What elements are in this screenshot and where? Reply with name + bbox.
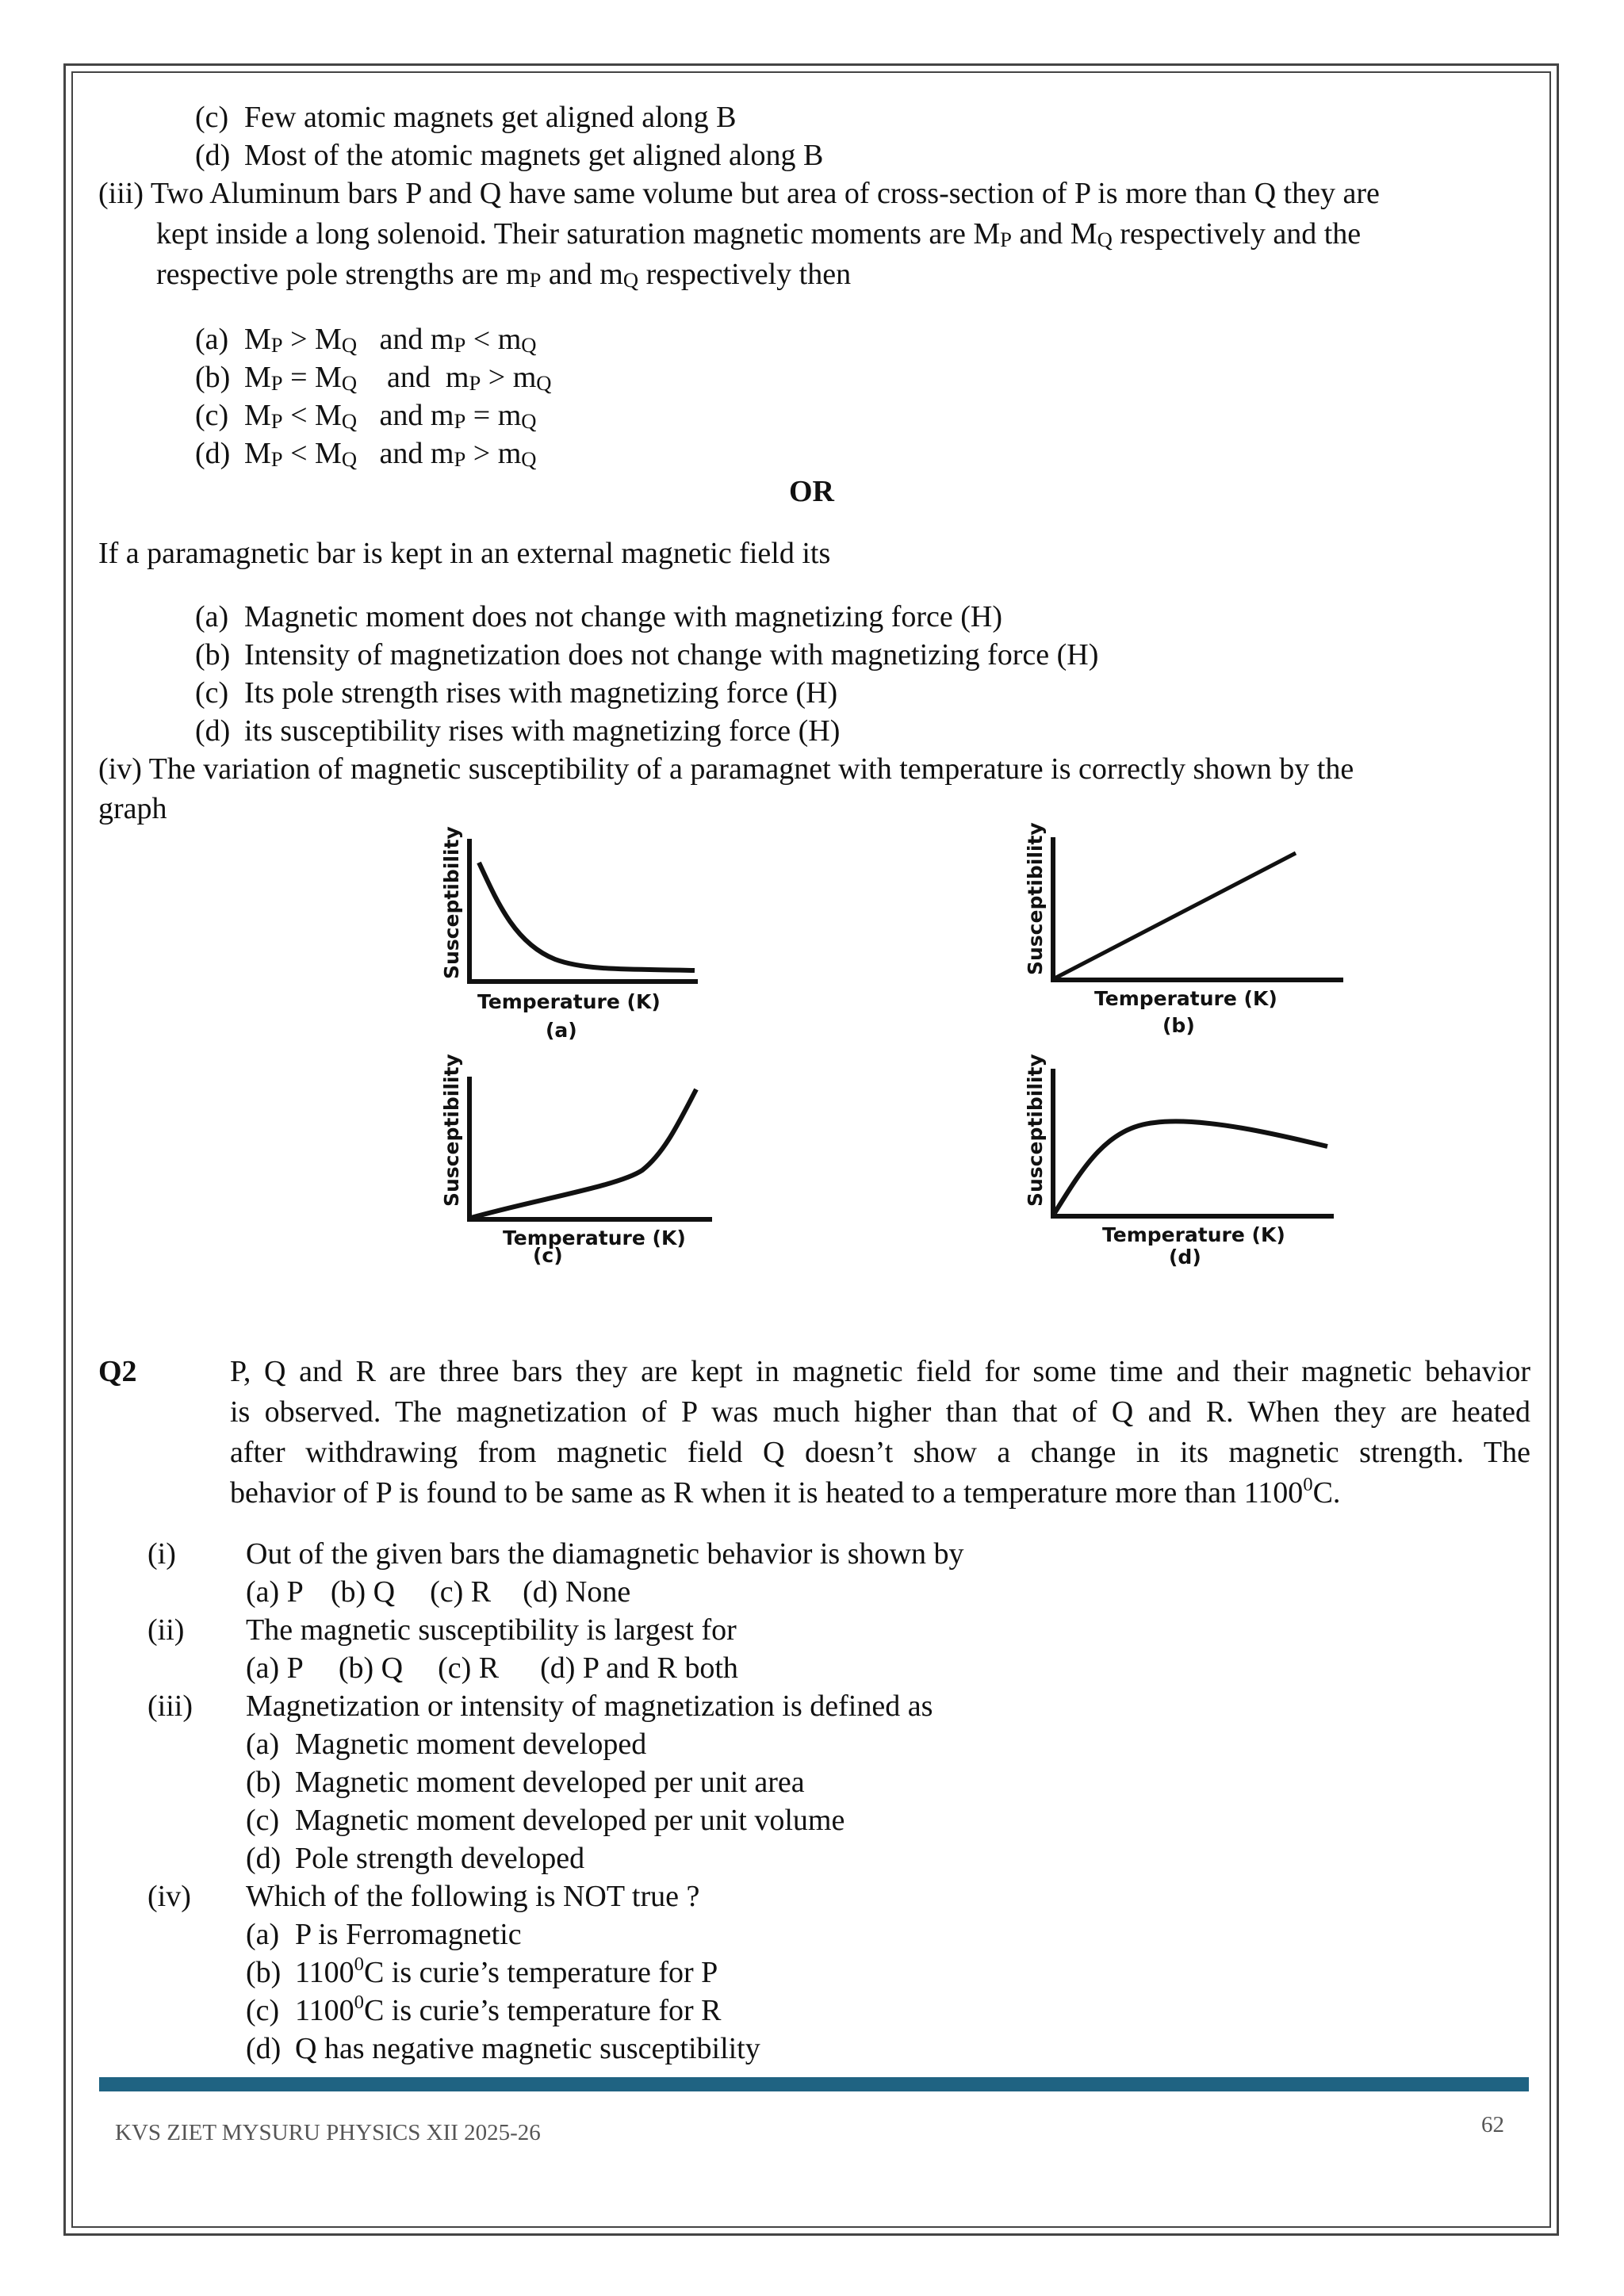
q1-iii-line1: (iii) Two Aluminum bars P and Q have same volume but area of cross-section of P is more than Q they are — [98, 177, 1380, 210]
q2-iv-number: (iv) — [147, 1880, 191, 1913]
q2-ii-opt-d: (d) P and R both — [540, 1651, 738, 1685]
graph-c-curve — [471, 1089, 696, 1218]
q2-iii-option-a: (a) Magnetic moment developed — [246, 1728, 647, 1761]
q2-iv-option-d: (d) Q has negative magnetic susceptibility — [246, 2032, 760, 2065]
q2-line2: is observed. The magnetization of P was much higher than that of Q and R. When they are heated — [230, 1395, 1530, 1429]
graph-d-axes — [1053, 1069, 1334, 1216]
graph-b-xlabel: Temperature (K) — [1094, 987, 1277, 1010]
q2-ii-opt-b: (b) Q — [338, 1651, 404, 1685]
q1-iii-option-d: (d) $M_P < M_Q$ and $m_P > m_Q$ — [195, 437, 537, 471]
or-question-text: If a paramagnetic bar is kept in an external magnetic field its — [98, 537, 831, 570]
q1-iii-option-b: (b) $M_P = M_Q$ and $m_P > m_Q$ — [195, 361, 552, 395]
graph-b — [996, 822, 1440, 1062]
q2-ii-opt-c: (c) R — [438, 1651, 500, 1685]
graph-d-ylabel: Susceptibility — [1024, 1054, 1047, 1207]
graph-c — [412, 1054, 856, 1297]
q2-ii-number: (ii) — [147, 1613, 185, 1647]
q2-iii-option-d: (d) Pole strength developed — [246, 1842, 585, 1875]
q2-iv-option-b: (b) 1100$^0$C is curie’s temperature for P — [246, 1954, 718, 1989]
or-option-b: (b) Intensity of magnetization does not change with magnetizing force (H) — [195, 638, 1099, 672]
graph-b-ylabel: Susceptibility — [1024, 822, 1047, 975]
q2-line3: after withdrawing from magnetic field Q doesn’t show a change in its magnetic strength. The — [230, 1436, 1530, 1469]
q2-iii-option-c: (c) Magnetic moment developed per unit volume — [246, 1804, 845, 1837]
q1-option-d: (d) Most of the atomic magnets get aligned along B — [195, 139, 824, 172]
q2-iv-question: Which of the following is NOT true ? — [246, 1880, 700, 1913]
q1-iii-option-a: (a) $M_P > M_Q$ and $m_P < m_Q$ — [195, 323, 537, 357]
q2-i-opt-a: (a) P — [246, 1575, 304, 1609]
graph-b-line — [1055, 853, 1296, 978]
q1-iv-line2: graph — [98, 792, 167, 825]
graph-c-xlabel: Temperature (K) — [503, 1226, 686, 1249]
q2-iii-question: Magnetization or intensity of magnetization is defined as — [246, 1689, 933, 1723]
q2-i-options — [246, 1573, 630, 1611]
footer-accent-bar — [99, 2077, 1529, 2091]
q2-ii-question: The magnetic susceptibility is largest for — [246, 1613, 737, 1647]
graph-b-caption: (b) — [1162, 1014, 1195, 1037]
q2-i-opt-c: (c) R — [430, 1575, 492, 1609]
q1-iii-option-c: (c) $M_P < M_Q$ and $m_P = m_Q$ — [195, 399, 537, 433]
graph-c-caption: (c) — [533, 1244, 563, 1267]
q2-ii-options — [246, 1649, 738, 1687]
or-option-c: (c) Its pole strength rises with magnetizing force (H) — [195, 676, 838, 710]
q1-option-c: (c) Few atomic magnets get aligned along B — [195, 101, 737, 134]
q2-i-number: (i) — [147, 1537, 176, 1571]
q2-iii-number: (iii) — [147, 1689, 193, 1723]
or-option-d: (d) its susceptibility rises with magnetizing force (H) — [195, 714, 841, 748]
q1-iv-line1: (iv) The variation of magnetic susceptibility of a paramagnet with temperature is correctly shown by the — [98, 752, 1354, 786]
q2-iv-option-c: (c) 1100$^0$C is curie’s temperature for R — [246, 1992, 722, 2027]
graph-d-caption: (d) — [1169, 1246, 1201, 1269]
graph-a-curve — [479, 863, 695, 970]
q2-i-opt-b: (b) Q — [330, 1575, 396, 1609]
footer-text: KVS ZIET MYSURU PHYSICS XII 2025-26 — [115, 2120, 541, 2145]
q2-number: Q2 — [98, 1355, 137, 1388]
q2-line4: behavior of P is found to be same as R when it is heated to a temperature more than 1100$^0$C. — [230, 1474, 1341, 1510]
q2-iii-option-b: (b) Magnetic moment developed per unit area — [246, 1766, 805, 1799]
or-option-a: (a) Magnetic moment does not change with magnetizing force (H) — [195, 600, 1003, 633]
graph-d-curve — [1055, 1121, 1327, 1213]
graph-a-xlabel: Temperature (K) — [477, 990, 661, 1013]
q2-ii-opt-a: (a) P — [246, 1651, 304, 1685]
graph-a-ylabel: Susceptibility — [440, 826, 463, 979]
q2-iv-option-a: (a) P is Ferromagnetic — [246, 1918, 522, 1951]
graph-d-xlabel: Temperature (K) — [1102, 1223, 1285, 1246]
q1-iii-line3: respective pole strengths are $m_P$ and $m_Q$ respectively then — [156, 258, 852, 292]
graph-a — [412, 825, 856, 1062]
graph-c-axes — [469, 1077, 712, 1219]
graph-c-ylabel: Susceptibility — [440, 1054, 463, 1207]
graph-d — [996, 1056, 1440, 1294]
q2-i-opt-d: (d) None — [523, 1575, 631, 1609]
q2-line1: P, Q and R are three bars they are kept in magnetic field for some time and their magnetic behavior — [230, 1355, 1530, 1388]
q1-iii-line2: kept inside a long solenoid. Their saturation magnetic moments are $M_P$ and $M_Q$ respectively and the — [156, 217, 1362, 251]
page-number: 62 — [1481, 2112, 1504, 2137]
or-heading: OR — [789, 475, 834, 508]
q2-i-question: Out of the given bars the diamagnetic behavior is shown by — [246, 1537, 964, 1571]
graph-a-caption: (a) — [546, 1019, 577, 1042]
